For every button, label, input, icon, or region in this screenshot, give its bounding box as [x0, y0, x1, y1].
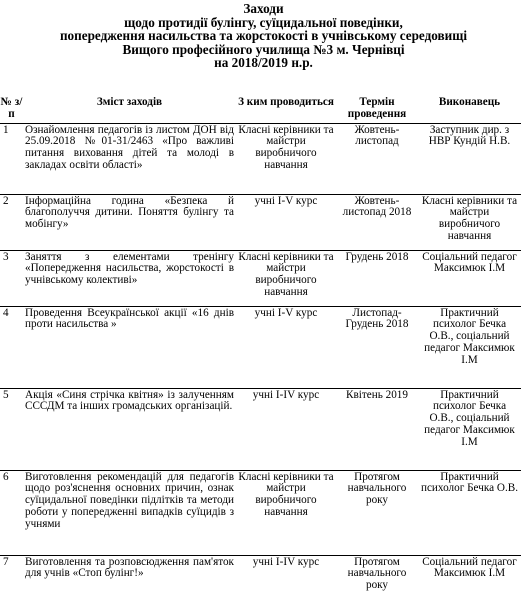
table-row: [0, 194, 521, 250]
row-term: Протягом навчального року: [347, 470, 407, 507]
row-number: 4: [3, 306, 9, 319]
title-line: щодо протидії булінгу, суїцидальної поведінки,: [124, 14, 403, 30]
row-term: Жовтень-листопад: [354, 123, 400, 148]
row-with-whom: учні I-IV курс: [252, 555, 320, 568]
row-executor: Соціальний педагог Максимюк І.М: [422, 555, 517, 580]
header-content: Зміст заходів: [96, 96, 163, 108]
row-content: Заняття з елементами тренінгу «Попередження насильства, жорстокості в учнівському колективі»: [25, 250, 234, 287]
title-line: на 2018/2019 н.р.: [214, 55, 313, 71]
row-executor: Соціальний педагог Максимюк І.М: [422, 250, 517, 275]
table-row: [0, 388, 521, 470]
row-term: Листопад-Грудень 2018: [345, 306, 409, 331]
row-content: Ознайомлення педагогів із листом ДОН від 25.09.2018 №01-31/2463 «Про важливі питання виховання дітей та молоді в закладах освіти області»: [25, 123, 234, 171]
row-number: 1: [3, 123, 9, 136]
table-row: [0, 123, 521, 194]
row-term: Квітень 2019: [346, 388, 408, 401]
row-number: 5: [3, 388, 9, 401]
title-line: Заходи: [243, 1, 284, 16]
row-executor: Практичний психолог Бечка О.В.: [420, 470, 518, 495]
table-row: [0, 470, 521, 555]
row-content: Виготовлення рекомендацій для педагогів щодо роз'яснення основних причин, ознак суїцидальної поведінки підлітків та методи роботи у попередженні випадків суїцидів з учнями: [25, 470, 234, 530]
row-with-whom: Класні керівники та майстри виробничого навчання: [238, 123, 334, 171]
row-with-whom: Класні керівники та майстри виробничого навчання: [238, 470, 334, 518]
row-executor: Класні керівники та майстри виробничого навчання: [421, 194, 518, 242]
row-number: 3: [3, 250, 9, 263]
row-number: 7: [3, 555, 9, 568]
header-term: Термін проведення: [347, 96, 407, 120]
row-term: Жовтень-листопад 2018: [342, 194, 412, 219]
row-executor: Заступник дир. з НВР Кундій Н.В.: [428, 123, 511, 148]
row-with-whom: учні I-IV курс: [252, 388, 320, 401]
row-with-whom: учні I-V курс: [254, 306, 318, 319]
table-row: [0, 555, 521, 603]
activities-table: [0, 97, 521, 603]
row-term: Протягом навчального року: [347, 555, 407, 592]
row-executor: Практичний психолог Бечка О.В., соціальний педагог Максимюк І.М: [424, 388, 515, 448]
document-title: [0, 2, 527, 70]
row-content: Інформаційна година «Безпека й благополуччя дитини. Поняття булінгу та мобінгу»: [25, 194, 234, 231]
row-number: 2: [3, 194, 9, 207]
header-executor: Виконавець: [438, 96, 501, 108]
row-executor: Практичний психолог Бечка О.В., соціальний педагог Максимюк І.М: [424, 306, 515, 366]
header-with-whom: З ким проводиться: [238, 96, 334, 108]
title-line: попередження насильства та жорстокості в учнівському середовищі: [59, 28, 468, 44]
row-term: Грудень 2018: [345, 250, 409, 263]
row-number: 6: [3, 470, 9, 483]
table-header: [0, 97, 521, 123]
table-row: [0, 250, 521, 306]
row-content: Виготовлення та розповсюдження пам'яток для учнів «Стоп булінг!»: [25, 555, 234, 580]
header-number: № з/п: [0, 96, 23, 120]
row-with-whom: Класні керівники та майстри виробничого навчання: [238, 250, 334, 298]
row-content: Акція «Синя стрічка квітня» із залученням СССДМ та інших громадських організацій.: [25, 388, 234, 413]
row-with-whom: учні I-V курс: [254, 194, 318, 207]
row-content: Проведення Всеукраїнської акції «16 днів проти насильства »: [25, 306, 234, 331]
table-row: [0, 306, 521, 388]
title-line: Вищого професійного училища №3 м. Чернівці: [122, 41, 405, 57]
